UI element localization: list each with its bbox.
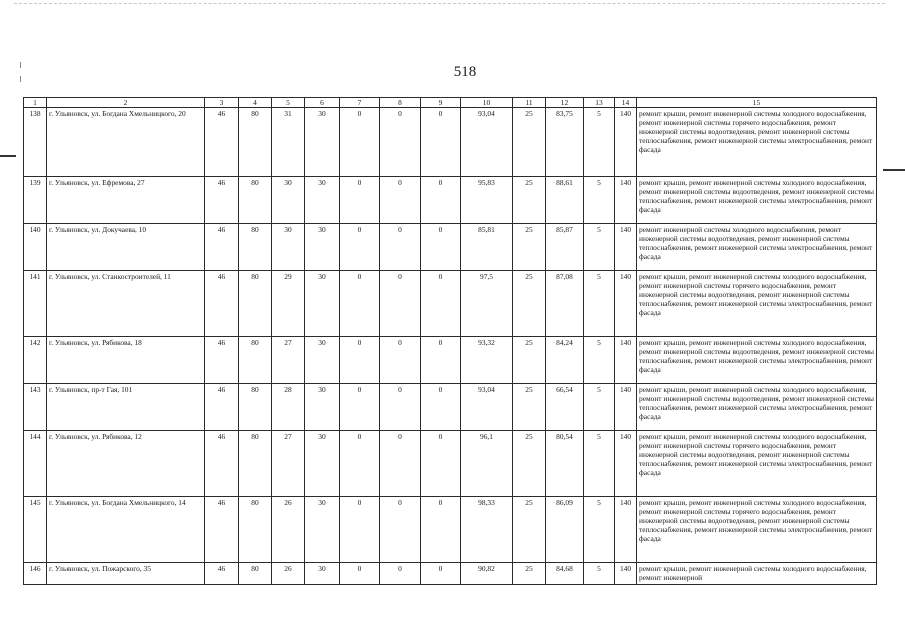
value-cell: 0 [421,177,461,224]
value-cell: 0 [380,271,421,337]
value-cell: 28 [272,384,305,431]
address-cell: г. Ульяновск, ул. Богдана Хмельницкого, 20 [47,108,205,177]
value-cell: 5 [584,337,615,384]
table-row [24,177,877,224]
scan-tick-left [20,62,21,68]
address-cell: г. Ульяновск, ул. Станкостроителей, 11 [47,271,205,337]
value-cell: 0 [380,177,421,224]
value-cell: 80 [239,271,272,337]
value-cell: 46 [205,497,239,563]
value-cell: 97,5 [461,271,513,337]
value-cell: 80 [239,563,272,585]
value-cell: 30 [305,497,340,563]
value-cell: 0 [421,224,461,271]
row-number: 138 [24,108,47,177]
value-cell: 25 [513,224,546,271]
works-cell: ремонт инженерной системы холодного водоснабжения, ремонт инженерной системы водоотведения, ремонт инженерной системы теплоснабжения, ремонт инженерной системы электроснабжения, ремонт фасада [637,224,877,271]
value-cell: 98,33 [461,497,513,563]
value-cell: 0 [340,271,380,337]
value-cell: 140 [615,337,637,384]
value-cell: 30 [305,224,340,271]
value-cell: 80 [239,177,272,224]
value-cell: 0 [380,224,421,271]
value-cell: 46 [205,563,239,585]
address-cell: г. Ульяновск, ул. Рябикова, 12 [47,431,205,497]
row-number: 144 [24,431,47,497]
value-cell: 0 [421,384,461,431]
value-cell: 140 [615,224,637,271]
value-cell: 0 [340,337,380,384]
value-cell: 46 [205,177,239,224]
column-number: 2 [47,98,205,108]
value-cell: 0 [421,431,461,497]
table-row [24,108,877,177]
value-cell: 80 [239,431,272,497]
value-cell: 85,87 [546,224,584,271]
value-cell: 5 [584,431,615,497]
value-cell: 30 [305,337,340,384]
value-cell: 0 [421,337,461,384]
value-cell: 66,54 [546,384,584,431]
value-cell: 0 [340,497,380,563]
value-cell: 140 [615,563,637,585]
column-number: 14 [615,98,637,108]
value-cell: 46 [205,384,239,431]
works-cell: ремонт крыши, ремонт инженерной системы холодного водоснабжения, ремонт инженерной системы горячего водоснабжения, ремонт инженерной системы водоотведения, ремонт инженерной системы теплоснабжения, ремонт инженерной системы электроснабжения, ремонт фасада [637,271,877,337]
value-cell: 27 [272,337,305,384]
value-cell: 46 [205,271,239,337]
value-cell: 25 [513,431,546,497]
works-cell: ремонт крыши, ремонт инженерной системы холодного водоснабжения, ремонт инженерной [637,563,877,585]
value-cell: 31 [272,108,305,177]
column-number: 15 [637,98,877,108]
value-cell: 84,24 [546,337,584,384]
value-cell: 80 [239,497,272,563]
row-number: 140 [24,224,47,271]
value-cell: 5 [584,384,615,431]
value-cell: 140 [615,384,637,431]
value-cell: 0 [421,563,461,585]
value-cell: 140 [615,177,637,224]
column-number: 3 [205,98,239,108]
column-number: 1 [24,98,47,108]
page-number: 518 [453,64,477,80]
value-cell: 26 [272,497,305,563]
value-cell: 80 [239,384,272,431]
value-cell: 30 [272,224,305,271]
value-cell: 26 [272,563,305,585]
row-number: 142 [24,337,47,384]
value-cell: 25 [513,384,546,431]
works-cell: ремонт крыши, ремонт инженерной системы холодного водоснабжения, ремонт инженерной системы горячего водоснабжения, ремонт инженерной системы водоотведения, ремонт инженерной системы теплоснабжения, ремонт инженерной системы электроснабжения, ремонт фасада [637,108,877,177]
value-cell: 5 [584,177,615,224]
table-row [24,431,877,497]
column-number: 8 [380,98,421,108]
value-cell: 0 [380,563,421,585]
value-cell: 0 [340,384,380,431]
value-cell: 25 [513,271,546,337]
value-cell: 93,32 [461,337,513,384]
value-cell: 25 [513,337,546,384]
address-cell: г. Ульяновск, ул. Пожарского, 35 [47,563,205,585]
scan-edge-line [14,3,885,4]
row-number: 146 [24,563,47,585]
value-cell: 30 [305,384,340,431]
value-cell: 30 [272,177,305,224]
works-cell: ремонт крыши, ремонт инженерной системы холодного водоснабжения, ремонт инженерной системы горячего водоснабжения, ремонт инженерной системы водоотведения, ремонт инженерной системы теплоснабжения, ремонт инженерной системы электроснабжения, ремонт фасада [637,431,877,497]
repair-table [23,97,877,585]
address-cell: г. Ульяновск, ул. Рябикова, 18 [47,337,205,384]
table-row [24,224,877,271]
value-cell: 30 [305,431,340,497]
value-cell: 27 [272,431,305,497]
value-cell: 0 [380,431,421,497]
table-row [24,563,877,585]
value-cell: 95,83 [461,177,513,224]
works-cell: ремонт крыши, ремонт инженерной системы холодного водоснабжения, ремонт инженерной системы водоотведения, ремонт инженерной системы теплоснабжения, ремонт инженерной системы электроснабжения, ремонт фасада [637,177,877,224]
value-cell: 140 [615,271,637,337]
value-cell: 84,68 [546,563,584,585]
value-cell: 0 [380,337,421,384]
value-cell: 93,04 [461,384,513,431]
row-number: 145 [24,497,47,563]
value-cell: 29 [272,271,305,337]
column-number: 11 [513,98,546,108]
value-cell: 0 [380,108,421,177]
works-cell: ремонт крыши, ремонт инженерной системы холодного водоснабжения, ремонт инженерной системы водоотведения, ремонт инженерной системы теплоснабжения, ремонт инженерной системы электроснабжения, ремонт фасада [637,337,877,384]
column-number: 10 [461,98,513,108]
scan-mark-right [883,169,905,171]
address-cell: г. Ульяновск, пр-т Гая, 101 [47,384,205,431]
value-cell: 86,09 [546,497,584,563]
value-cell: 46 [205,108,239,177]
value-cell: 0 [380,384,421,431]
scan-mark-left [0,155,16,157]
value-cell: 140 [615,431,637,497]
value-cell: 0 [380,497,421,563]
value-cell: 30 [305,177,340,224]
table-row [24,384,877,431]
column-number: 6 [305,98,340,108]
value-cell: 0 [421,271,461,337]
value-cell: 0 [340,224,380,271]
column-number: 12 [546,98,584,108]
value-cell: 140 [615,108,637,177]
address-cell: г. Ульяновск, ул. Докучаева, 10 [47,224,205,271]
address-cell: г. Ульяновск, ул. Ефремова, 27 [47,177,205,224]
column-number: 5 [272,98,305,108]
value-cell: 96,1 [461,431,513,497]
value-cell: 80 [239,224,272,271]
value-cell: 30 [305,108,340,177]
row-number: 141 [24,271,47,337]
value-cell: 140 [615,497,637,563]
value-cell: 80,54 [546,431,584,497]
column-number: 13 [584,98,615,108]
value-cell: 30 [305,563,340,585]
value-cell: 0 [340,563,380,585]
value-cell: 93,04 [461,108,513,177]
value-cell: 5 [584,108,615,177]
value-cell: 25 [513,563,546,585]
value-cell: 25 [513,108,546,177]
value-cell: 0 [340,177,380,224]
table-row [24,497,877,563]
table-body [24,98,877,585]
column-number-row [24,98,877,108]
value-cell: 0 [340,431,380,497]
value-cell: 80 [239,337,272,384]
value-cell: 90,82 [461,563,513,585]
value-cell: 5 [584,271,615,337]
value-cell: 25 [513,497,546,563]
value-cell: 46 [205,337,239,384]
column-number: 9 [421,98,461,108]
address-cell: г. Ульяновск, ул. Богдана Хмельницкого, 14 [47,497,205,563]
value-cell: 46 [205,224,239,271]
value-cell: 0 [340,108,380,177]
value-cell: 80 [239,108,272,177]
value-cell: 0 [421,497,461,563]
works-cell: ремонт крыши, ремонт инженерной системы холодного водоснабжения, ремонт инженерной системы водоотведения, ремонт инженерной системы теплоснабжения, ремонт инженерной системы электроснабжения, ремонт фасада [637,384,877,431]
value-cell: 5 [584,224,615,271]
value-cell: 5 [584,563,615,585]
value-cell: 87,08 [546,271,584,337]
table-row [24,271,877,337]
scan-tick-left-2 [20,76,21,82]
column-number: 4 [239,98,272,108]
value-cell: 5 [584,497,615,563]
row-number: 139 [24,177,47,224]
value-cell: 83,75 [546,108,584,177]
row-number: 143 [24,384,47,431]
value-cell: 30 [305,271,340,337]
value-cell: 25 [513,177,546,224]
works-cell: ремонт крыши, ремонт инженерной системы холодного водоснабжения, ремонт инженерной системы горячего водоснабжения, ремонт инженерной системы водоотведения, ремонт инженерной системы теплоснабжения, ремонт инженерной системы электроснабжения, ремонт фасада [637,497,877,563]
table-row [24,337,877,384]
value-cell: 88,61 [546,177,584,224]
value-cell: 0 [421,108,461,177]
column-number: 7 [340,98,380,108]
value-cell: 85,81 [461,224,513,271]
value-cell: 46 [205,431,239,497]
